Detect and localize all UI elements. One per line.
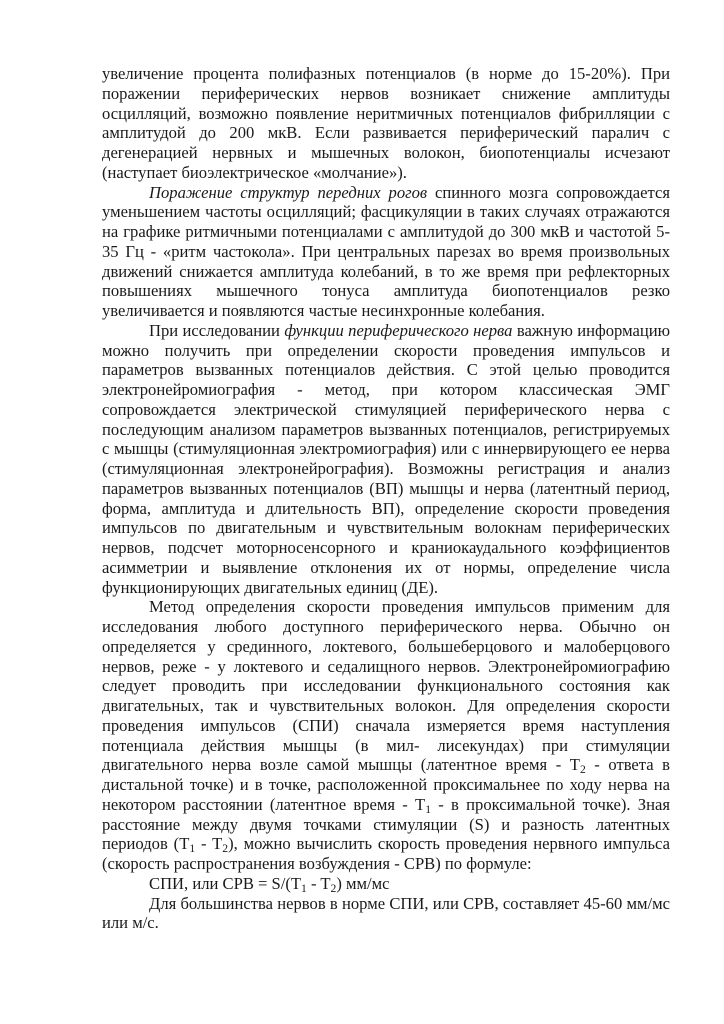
- formula-text: ) мм/мс: [336, 873, 390, 893]
- paragraph-text: спинного мозга сопровождается уменьшением частоты осцилляций; фасцикуляции в таких случаях отражаются на графике ритмичными потенциалами с амплитудой до 300 мкВ и частотой 5- 35 Гц - «ритм частокола». При центральных парезах во время произвольных движений снижается амплитуда колебаний, в то же время при рефлекторных повышениях мышечного тонуса амплитуда биопотенциалов резко увеличивается и появляются частые несинхронные колебания.: [102, 182, 670, 320]
- paragraph-2: [102, 183, 670, 321]
- paragraph-6: Для большинства нервов в норме СПИ, или СРВ, составляет 45-60 мм/мс или м/с.: [102, 893, 670, 933]
- formula-text: СПИ, или СРВ = S/(T: [149, 873, 302, 893]
- paragraph-lead: При исследовании: [149, 320, 285, 340]
- paragraph-text: - ответа в дистальной точке) и в точке, расположенной проксимальнее по ходу нерва на некотором расстоянии (латентное время - T: [102, 755, 670, 814]
- subscript: 2: [222, 842, 229, 856]
- paragraph-text: ), можно вычислить скорость проведения нервного импульса (скорость распространения возбуждения - СРВ) по формуле:: [102, 834, 670, 873]
- subscript: 1: [301, 881, 307, 895]
- paragraph-text: - в проксимальной точке). Зная расстояние между двумя точками стимуляции (S) и разность латентных периодов (T: [102, 794, 670, 854]
- subscript: 1: [425, 802, 431, 816]
- paragraph-text: - T: [195, 834, 223, 854]
- document-page: [102, 64, 670, 933]
- paragraph-1: увеличение процента полифазных потенциалов (в норме до 15-20%). При поражении периферических нервов возникает снижение амплитуды осцилляций, возможно появление неритмичных потенциалов фибрилляции с амплитудой до 200 мкВ. Если развивается периферический паралич с дегенерацией нервных и мышечных волокон, биопотенциалы исчезают (наступает биоэлектрическое «молчание»).: [102, 64, 670, 182]
- italic-phrase: функции периферического нерва: [284, 320, 513, 340]
- subscript: 1: [189, 842, 196, 856]
- formula-line: [102, 874, 670, 894]
- subscript: 2: [330, 881, 337, 895]
- paragraph-text: важную информацию можно получить при определении скорости проведения импульсов и параметров вызванных потенциалов действия. С этой целью проводится электронейромиография - метод, при котором классическая ЭМГ сопровождается электрической стимуляцией периферического нерва с последующим анализом параметров вызванных потенциалов, регистрируемых с мышцы (стимуляционная электромиография) или с иннервирующего ее нерва (стимуляционная электронейрография). Возможны регистрация и анализ параметров вызванных потенциалов (ВП) мышцы и нерва (латентный период, форма, амплитуда и длительность ВП), определение скорости проведения импульсов по двигательным и чувствительным волокнам периферических нервов, подсчет моторносенсорного и краниокаудального коэффициентов асимметрии и выявление отклонения их от нормы, определение числа функционирующих двигательных единиц (ДЕ).: [102, 320, 670, 597]
- formula-text: - T: [306, 873, 331, 893]
- italic-phrase: Поражение структур передних рогов: [149, 182, 428, 202]
- paragraph-4: [102, 597, 670, 874]
- paragraph-3: [102, 321, 670, 598]
- paragraph-text: Метод определения скорости проведения импульсов применим для исследования любого доступного периферического нерва. Обычно он определяется у срединного, локтевого, большеберцового и малоберцового нервов, реже - у локтевого и седалищного нервов. Электронейромиографию следует проводить при исследовании функционального состояния как двигательных, так и чувствительных волокон. Для определения скорости проведения импульсов (СПИ) сначала измеряется время наступления потенциала действия мышцы (в мил- лисекундах) при стимуляции двигательного нерва возле самой мышцы (латентное время - T: [102, 597, 670, 775]
- subscript: 2: [579, 763, 586, 777]
